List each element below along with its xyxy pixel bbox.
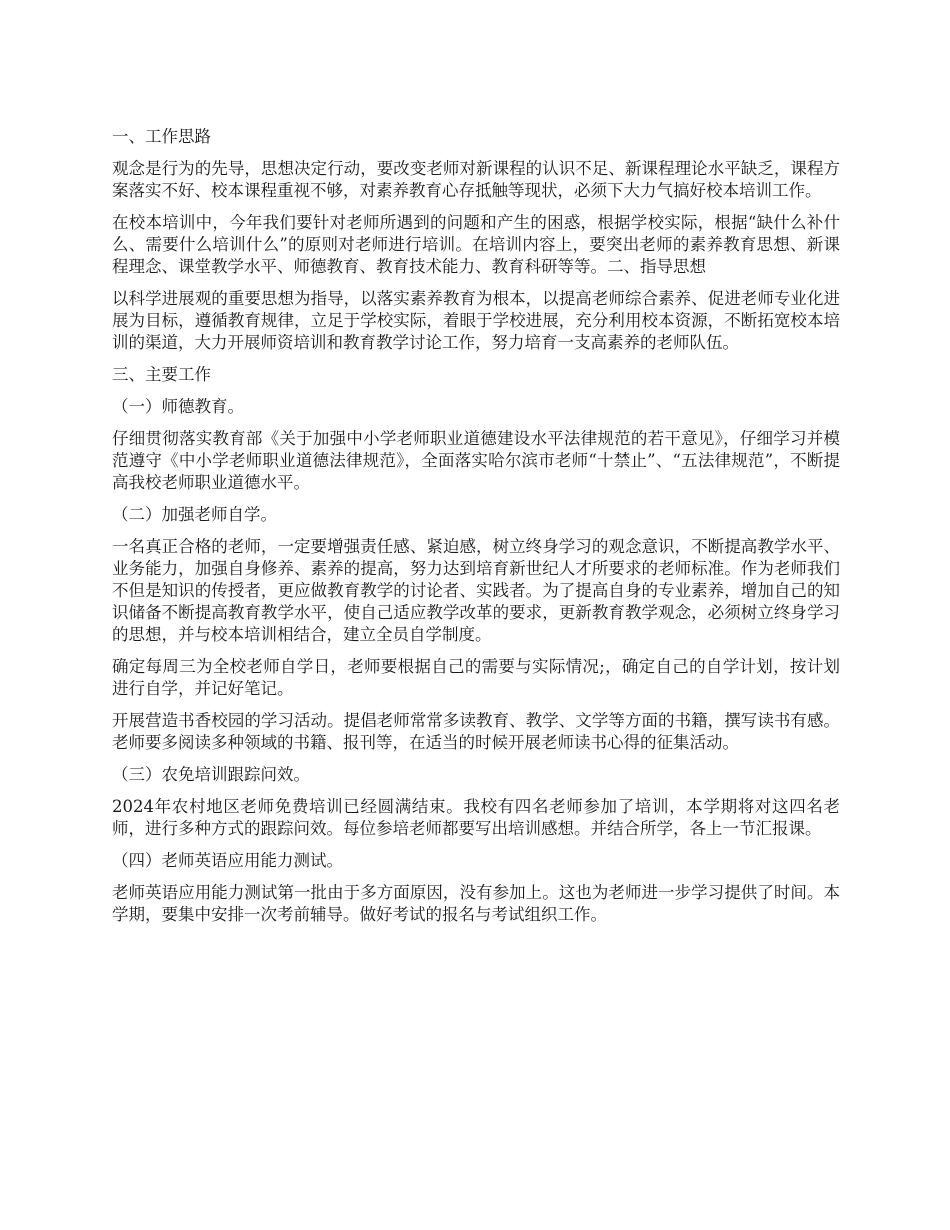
subheading-english-test: （四）老师英语应用能力测试。 [112, 851, 343, 870]
paragraph-english-test: 老师英语应用能力测试第一批由于多方面原因，没有参加上。这也为老师进一步学习提供了时间。本学期，要集中安排一次考前辅导。做好考试的报名与考试组织工作。 [112, 883, 840, 924]
paragraph-self-study: 一名真正合格的老师，一定要增强责任感、紧迫感，树立终身学习的观念意识，不断提高教学水平、业务能力，加强自身修养、素养的提高，努力达到培育新世纪人才所要求的老师标准。作为老师我们不但是知识的传授者，更应做教育教学的讨论者、实践者。为了提高自身的专业素养，增加自己的知识储备不断提高教育教学水平，使自己适应教学改革的要求，更新教育教学观念，必须树立终身学习的思想，并与校本培训相结合，建立全员自学制度。 [112, 537, 840, 644]
section-heading-main-work: 三、主要工作 [112, 365, 211, 384]
paragraph-teacher-ethics: 仔细贯彻落实教育部《关于加强中小学老师职业道德建设水平法律规范的若干意见》，仔细学习并模范遵守《中小学老师职业道德法律规范》，全面落实哈尔滨市老师“十禁止”、“五法律规范”，不断提高我校老师职业道德水平。 [112, 429, 840, 492]
section-heading-work-approach: 一、工作思路 [112, 127, 211, 146]
subheading-training-followup: （三）农免培训跟踪问效。 [112, 765, 310, 784]
paragraph-training-followup: 2024年农村地区老师免费培训已经圆满结束。我校有四名老师参加了培训，本学期将对这四名老师，进行多种方式的跟踪问效。每位参培老师都要写出培训感想。并结合所学，各上一节汇报课。 [112, 797, 840, 838]
paragraph-guiding-ideology: 以科学进展观的重要思想为指导，以落实素养教育为根本，以提高老师综合素养、促进老师专业化进展为目标，遵循教育规律，立足于学校实际，着眼于学校进展，充分利用校本资源，不断拓宽校本培训的渠道，大力开展师资培训和教育教学讨论工作，努力培育一支高素养的老师队伍。 [112, 289, 840, 352]
paragraph-reading-activity: 开展营造书香校园的学习活动。提倡老师常常多读教育、教学、文学等方面的书籍，撰写读书有感。老师要多阅读多种领域的书籍、报刊等，在适当的时候开展老师读书心得的征集活动。 [112, 711, 840, 752]
subheading-self-study: （二）加强老师自学。 [112, 505, 277, 524]
subheading-teacher-ethics: （一）师德教育。 [112, 397, 244, 416]
document-body [112, 126, 840, 936]
paragraph-training-content: 在校本培训中，今年我们要针对老师所遇到的问题和产生的困惑，根据学校实际，根据“缺什么补什么、需要什么培训什么”的原则对老师进行培训。在培训内容上，要突出老师的素养教育思想、新课程理念、课堂教学水平、师德教育、教育技术能力、教育科研等等。二、指导思想 [112, 213, 840, 276]
paragraph-concept: 观念是行为的先导，思想决定行动，要改变老师对新课程的认识不足、新课程理论水平缺乏，课程方案落实不好、校本课程重视不够，对素养教育心存抵触等现状，必须下大力气搞好校本培训工作。 [112, 159, 840, 200]
paragraph-study-day: 确定每周三为全校老师自学日，老师要根据自己的需要与实际情况;，确定自己的自学计划，按计划进行自学，并记好笔记。 [112, 657, 840, 698]
